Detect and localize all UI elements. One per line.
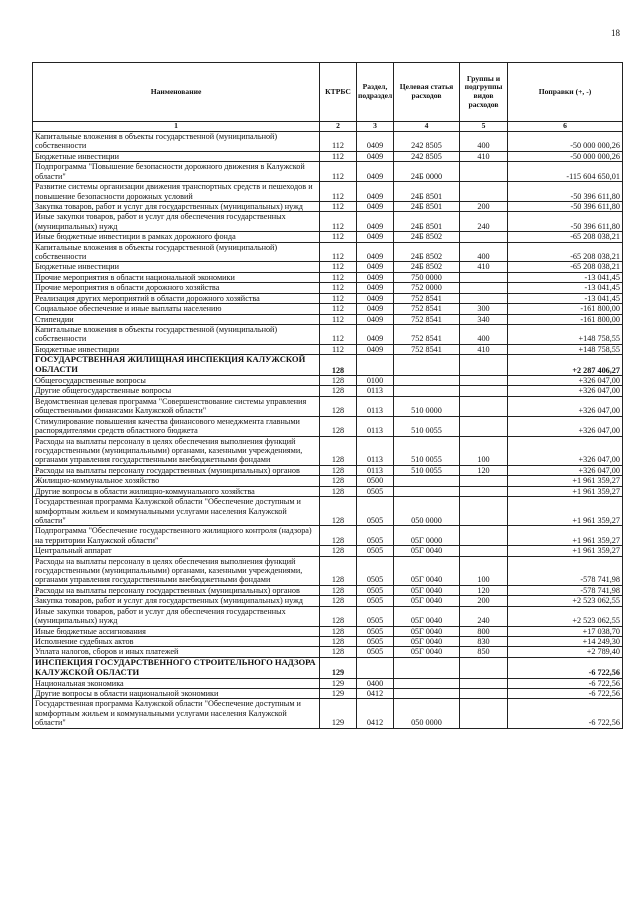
row-target	[394, 476, 460, 486]
row-amendment: +1 961 359,27	[508, 486, 623, 496]
row-target: 24Б 8502	[394, 232, 460, 242]
row-group	[460, 678, 508, 688]
row-name: Расходы на выплаты персоналу государственных (муниципальных) органов	[33, 465, 320, 475]
row-section: 0409	[357, 283, 394, 293]
row-ktrbs: 129	[320, 657, 357, 678]
row-ktrbs: 128	[320, 526, 357, 546]
row-ktrbs: 128	[320, 416, 357, 436]
row-amendment: -50 396 611,80	[508, 201, 623, 211]
table-row	[33, 699, 623, 728]
row-ktrbs: 128	[320, 637, 357, 647]
row-group: 850	[460, 647, 508, 657]
row-amendment: +2 789,40	[508, 647, 623, 657]
row-name: Стипендии	[33, 314, 320, 324]
row-amendment: -50 396 611,80	[508, 182, 623, 202]
row-group: 400	[460, 325, 508, 345]
row-ktrbs: 112	[320, 242, 357, 262]
row-section: 0409	[357, 314, 394, 324]
row-amendment: -65 208 038,21	[508, 262, 623, 272]
table-row	[33, 396, 623, 416]
row-group	[460, 526, 508, 546]
table-row	[33, 283, 623, 293]
row-target: 510 0055	[394, 416, 460, 436]
row-target	[394, 657, 460, 678]
row-amendment: -6 722,56	[508, 657, 623, 678]
row-name: Закупка товаров, работ и услуг для государственных (муниципальных) нужд	[33, 201, 320, 211]
table-row	[33, 606, 623, 626]
row-target: 510 0055	[394, 465, 460, 475]
row-ktrbs: 128	[320, 396, 357, 416]
row-name: Капитальные вложения в объекты государственной (муниципальной) собственности	[33, 325, 320, 345]
row-group	[460, 546, 508, 556]
row-target: 05Г 0040	[394, 556, 460, 585]
budget-table	[32, 62, 623, 729]
row-ktrbs: 128	[320, 585, 357, 595]
row-amendment: +148 758,55	[508, 325, 623, 345]
row-group	[460, 486, 508, 496]
table-row	[33, 314, 623, 324]
row-group	[460, 182, 508, 202]
row-group	[460, 293, 508, 303]
row-amendment: -50 000 000,26	[508, 151, 623, 161]
row-group: 120	[460, 585, 508, 595]
row-target: 752 8541	[394, 304, 460, 314]
row-amendment: -161 800,00	[508, 314, 623, 324]
row-amendment: -13 041,45	[508, 293, 623, 303]
table-row	[33, 182, 623, 202]
row-group	[460, 386, 508, 396]
row-ktrbs: 112	[320, 162, 357, 182]
row-amendment: +326 047,00	[508, 376, 623, 386]
table-row	[33, 596, 623, 606]
row-target	[394, 486, 460, 496]
row-amendment: +14 249,30	[508, 637, 623, 647]
row-target: 510 0055	[394, 436, 460, 465]
header-row	[33, 63, 623, 122]
table-row	[33, 526, 623, 546]
row-name: Другие общегосударственные вопросы	[33, 386, 320, 396]
row-amendment: -578 741,98	[508, 585, 623, 595]
table-row	[33, 637, 623, 647]
table-row	[33, 546, 623, 556]
row-amendment: +1 961 359,27	[508, 546, 623, 556]
row-group: 240	[460, 606, 508, 626]
row-ktrbs: 112	[320, 201, 357, 211]
row-group: 240	[460, 212, 508, 232]
row-section: 0500	[357, 476, 394, 486]
col-number: 6	[508, 122, 623, 132]
row-amendment: +2 287 406,27	[508, 355, 623, 376]
row-ktrbs: 129	[320, 699, 357, 728]
table-row	[33, 201, 623, 211]
header-section: Раздел, подраздел	[357, 63, 394, 122]
table-row	[33, 232, 623, 242]
table-row	[33, 242, 623, 262]
row-ktrbs: 112	[320, 262, 357, 272]
row-ktrbs: 112	[320, 182, 357, 202]
row-ktrbs: 128	[320, 376, 357, 386]
row-target: 24Б 8502	[394, 262, 460, 272]
row-ktrbs: 128	[320, 556, 357, 585]
row-section: 0505	[357, 596, 394, 606]
row-target: 05Г 0040	[394, 606, 460, 626]
col-number: 2	[320, 122, 357, 132]
row-section: 0505	[357, 556, 394, 585]
row-amendment: +2 523 062,55	[508, 596, 623, 606]
row-ktrbs: 128	[320, 386, 357, 396]
row-ktrbs: 128	[320, 465, 357, 475]
row-name: Закупка товаров, работ и услуг для государственных (муниципальных) нужд	[33, 596, 320, 606]
row-group	[460, 416, 508, 436]
row-name: Прочие мероприятия в области дорожного хозяйства	[33, 283, 320, 293]
row-ktrbs: 112	[320, 325, 357, 345]
table-row	[33, 486, 623, 496]
row-amendment: +326 047,00	[508, 396, 623, 416]
row-name: Иные закупки товаров, работ и услуг для обеспечения государственных (муниципальных) нужд	[33, 606, 320, 626]
row-name: Прочие мероприятия в области национальной экономики	[33, 272, 320, 282]
row-target: 05Г 0040	[394, 626, 460, 636]
row-ktrbs: 112	[320, 272, 357, 282]
row-section: 0409	[357, 151, 394, 161]
row-section: 0409	[357, 201, 394, 211]
row-target	[394, 355, 460, 376]
row-target: 05Г 0040	[394, 585, 460, 595]
row-group: 120	[460, 465, 508, 475]
row-name: Общегосударственные вопросы	[33, 376, 320, 386]
row-group: 800	[460, 626, 508, 636]
table-row	[33, 436, 623, 465]
table-row	[33, 678, 623, 688]
row-group: 400	[460, 132, 508, 152]
row-ktrbs: 128	[320, 596, 357, 606]
row-group	[460, 355, 508, 376]
row-group: 200	[460, 201, 508, 211]
header-name: Наименование	[33, 63, 320, 122]
header-amend: Поправки (+, -)	[508, 63, 623, 122]
header-target: Целевая статья расходов	[394, 63, 460, 122]
row-section: 0409	[357, 132, 394, 152]
table-row	[33, 626, 623, 636]
table-row	[33, 272, 623, 282]
row-section: 0409	[357, 232, 394, 242]
row-target: 752 8541	[394, 293, 460, 303]
table-row	[33, 162, 623, 182]
row-target: 752 8541	[394, 325, 460, 345]
row-amendment: -6 722,56	[508, 699, 623, 728]
row-group	[460, 497, 508, 526]
row-ktrbs: 112	[320, 212, 357, 232]
row-ktrbs: 112	[320, 344, 357, 354]
table-row	[33, 497, 623, 526]
row-target: 05Г 0000	[394, 526, 460, 546]
row-section: 0505	[357, 626, 394, 636]
row-section: 0409	[357, 325, 394, 345]
row-amendment: +326 047,00	[508, 386, 623, 396]
row-target: 242 8505	[394, 132, 460, 152]
row-group	[460, 232, 508, 242]
table-row	[33, 556, 623, 585]
row-section: 0505	[357, 486, 394, 496]
table-row	[33, 132, 623, 152]
row-target	[394, 689, 460, 699]
row-group	[460, 657, 508, 678]
row-ktrbs: 128	[320, 606, 357, 626]
row-name: Бюджетные инвестиции	[33, 151, 320, 161]
row-name: Социальное обеспечение и иные выплаты населению	[33, 304, 320, 314]
row-amendment: -578 741,98	[508, 556, 623, 585]
table-row	[33, 355, 623, 376]
row-ktrbs: 112	[320, 283, 357, 293]
row-name: Капитальные вложения в объекты государственной (муниципальной) собственности	[33, 132, 320, 152]
row-target: 24Б 0000	[394, 162, 460, 182]
row-section: 0400	[357, 678, 394, 688]
table-row	[33, 585, 623, 595]
col-number: 4	[394, 122, 460, 132]
row-ktrbs: 128	[320, 546, 357, 556]
row-group: 830	[460, 637, 508, 647]
row-name: Иные бюджетные ассигнования	[33, 626, 320, 636]
row-name: Государственная программа Калужской области "Обеспечение доступным и комфортным жильем и коммунальными услугами населения Калужской области"	[33, 497, 320, 526]
row-amendment: -161 800,00	[508, 304, 623, 314]
row-target	[394, 678, 460, 688]
table-row	[33, 325, 623, 345]
row-name: Расходы на выплаты персоналу в целях обеспечения выполнения функций государственными (муниципальными) органами, казенными учреждениями, органами управления государственными внебюджетными фондами	[33, 436, 320, 465]
row-amendment: +326 047,00	[508, 465, 623, 475]
row-ktrbs: 129	[320, 678, 357, 688]
row-target	[394, 386, 460, 396]
row-ktrbs: 128	[320, 486, 357, 496]
row-group: 200	[460, 596, 508, 606]
table-row	[33, 465, 623, 475]
row-ktrbs: 128	[320, 626, 357, 636]
row-ktrbs: 128	[320, 476, 357, 486]
row-name: Жилищно-коммунальное хозяйство	[33, 476, 320, 486]
table-row	[33, 212, 623, 232]
row-section: 0412	[357, 699, 394, 728]
row-name: Уплата налогов, сборов и иных платежей	[33, 647, 320, 657]
row-name: Реализация других мероприятий в области дорожного хозяйства	[33, 293, 320, 303]
row-ktrbs: 112	[320, 132, 357, 152]
row-name: ИНСПЕКЦИЯ ГОСУДАРСТВЕННОГО СТРОИТЕЛЬНОГО НАДЗОРА КАЛУЖСКОЙ ОБЛАСТИ	[33, 657, 320, 678]
row-ktrbs: 112	[320, 151, 357, 161]
row-name: Подпрограмма "Обеспечение государственного жилищного контроля (надзора) на территории Калужской области"	[33, 526, 320, 546]
table-row	[33, 416, 623, 436]
row-section: 0409	[357, 182, 394, 202]
row-name: Иные бюджетные инвестиции в рамках дорожного фонда	[33, 232, 320, 242]
row-name: Бюджетные инвестиции	[33, 262, 320, 272]
row-ktrbs: 128	[320, 497, 357, 526]
row-ktrbs: 112	[320, 314, 357, 324]
row-amendment: +17 038,70	[508, 626, 623, 636]
row-group: 410	[460, 262, 508, 272]
row-target: 050 0000	[394, 497, 460, 526]
row-name: ГОСУДАРСТВЕННАЯ ЖИЛИЩНАЯ ИНСПЕКЦИЯ КАЛУЖСКОЙ ОБЛАСТИ	[33, 355, 320, 376]
row-target: 050 0000	[394, 699, 460, 728]
row-group	[460, 476, 508, 486]
header-ktrbs: КТРБС	[320, 63, 357, 122]
row-target: 750 0000	[394, 272, 460, 282]
table-row	[33, 344, 623, 354]
row-amendment: -6 722,56	[508, 678, 623, 688]
table-row	[33, 293, 623, 303]
row-section: 0100	[357, 376, 394, 386]
row-ktrbs: 128	[320, 436, 357, 465]
row-group	[460, 162, 508, 182]
row-group: 400	[460, 242, 508, 262]
row-section: 0113	[357, 436, 394, 465]
row-name: Другие вопросы в области жилищно-коммунального хозяйства	[33, 486, 320, 496]
row-group: 300	[460, 304, 508, 314]
table-row	[33, 657, 623, 678]
row-amendment: +148 758,55	[508, 344, 623, 354]
row-ktrbs: 112	[320, 232, 357, 242]
row-amendment: -6 722,56	[508, 689, 623, 699]
row-group	[460, 689, 508, 699]
table-row	[33, 376, 623, 386]
row-amendment: -50 396 611,80	[508, 212, 623, 232]
row-target: 24Б 8502	[394, 242, 460, 262]
table-row	[33, 304, 623, 314]
row-target: 05Г 0040	[394, 637, 460, 647]
row-amendment: +1 961 359,27	[508, 526, 623, 546]
row-section: 0505	[357, 497, 394, 526]
row-section: 0113	[357, 416, 394, 436]
row-section: 0113	[357, 386, 394, 396]
row-group	[460, 272, 508, 282]
row-target: 24Б 8501	[394, 201, 460, 211]
row-section: 0505	[357, 526, 394, 546]
row-target: 510 0000	[394, 396, 460, 416]
row-section: 0409	[357, 162, 394, 182]
row-ktrbs: 129	[320, 689, 357, 699]
row-ktrbs: 128	[320, 355, 357, 376]
table-row	[33, 689, 623, 699]
row-amendment: +326 047,00	[508, 436, 623, 465]
row-amendment: -115 604 650,01	[508, 162, 623, 182]
row-section: 0409	[357, 262, 394, 272]
row-target: 752 8541	[394, 314, 460, 324]
row-name: Другие вопросы в области национальной экономики	[33, 689, 320, 699]
row-name: Иные закупки товаров, работ и услуг для обеспечения государственных (муниципальных) нужд	[33, 212, 320, 232]
col-number: 1	[33, 122, 320, 132]
row-amendment: -50 000 000,26	[508, 132, 623, 152]
row-name: Капитальные вложения в объекты государственной (муниципальной) собственности	[33, 242, 320, 262]
row-section: 0409	[357, 212, 394, 232]
row-group: 410	[460, 151, 508, 161]
row-amendment: +1 961 359,27	[508, 476, 623, 486]
row-group	[460, 283, 508, 293]
row-ktrbs: 128	[320, 647, 357, 657]
col-number: 5	[460, 122, 508, 132]
row-name: Расходы на выплаты персоналу в целях обеспечения выполнения функций государственными (муниципальными) органами, казенными учреждениями, органами управления государственными внебюджетными фондами	[33, 556, 320, 585]
row-section: 0113	[357, 465, 394, 475]
table-row	[33, 476, 623, 486]
table-row	[33, 262, 623, 272]
row-ktrbs: 112	[320, 304, 357, 314]
row-amendment: -65 208 038,21	[508, 232, 623, 242]
row-name: Развитие системы организации движения транспортных средств и пешеходов и повышение безопасности дорожных условий	[33, 182, 320, 202]
row-target: 05Г 0040	[394, 596, 460, 606]
row-section: 0505	[357, 647, 394, 657]
row-section: 0113	[357, 396, 394, 416]
header-groups: Группы и подгруппы видов расходов	[460, 63, 508, 122]
row-section: 0505	[357, 637, 394, 647]
column-number-row	[33, 122, 623, 132]
row-name: Национальная экономика	[33, 678, 320, 688]
row-section: 0409	[357, 293, 394, 303]
row-target: 24Б 8501	[394, 212, 460, 232]
table-row	[33, 647, 623, 657]
page-number: 18	[611, 28, 620, 38]
row-amendment: +2 523 062,55	[508, 606, 623, 626]
row-name: Центральный аппарат	[33, 546, 320, 556]
row-section: 0409	[357, 304, 394, 314]
row-group: 340	[460, 314, 508, 324]
row-name: Ведомственная целевая программа "Совершенствование системы управления общественными финансами Калужской области"	[33, 396, 320, 416]
table-row	[33, 386, 623, 396]
row-name: Подпрограмма "Повышение безопасности дорожного движения в Калужской области"	[33, 162, 320, 182]
row-target: 05Г 0040	[394, 546, 460, 556]
row-group: 410	[460, 344, 508, 354]
row-ktrbs: 112	[320, 293, 357, 303]
row-section: 0505	[357, 585, 394, 595]
row-group	[460, 396, 508, 416]
row-target: 05Г 0040	[394, 647, 460, 657]
row-target	[394, 376, 460, 386]
row-section: 0409	[357, 242, 394, 262]
row-amendment: +1 961 359,27	[508, 497, 623, 526]
row-group: 100	[460, 556, 508, 585]
row-name: Бюджетные инвестиции	[33, 344, 320, 354]
row-amendment: +326 047,00	[508, 416, 623, 436]
row-name: Исполнение судебных актов	[33, 637, 320, 647]
row-amendment: -65 208 038,21	[508, 242, 623, 262]
row-section: 0409	[357, 344, 394, 354]
row-group	[460, 376, 508, 386]
row-name: Государственная программа Калужской области "Обеспечение доступным и комфортным жильем и коммунальными услугами населения Калужской области"	[33, 699, 320, 728]
row-target: 24Б 8501	[394, 182, 460, 202]
row-group: 100	[460, 436, 508, 465]
row-name: Расходы на выплаты персоналу государственных (муниципальных) органов	[33, 585, 320, 595]
row-amendment: -13 041,45	[508, 272, 623, 282]
row-target: 242 8505	[394, 151, 460, 161]
table-row	[33, 151, 623, 161]
row-name: Стимулирование повышения качества финансового менеджмента главными распорядителями средств областного бюджета	[33, 416, 320, 436]
row-section: 0412	[357, 689, 394, 699]
row-section	[357, 355, 394, 376]
col-number: 3	[357, 122, 394, 132]
row-amendment: -13 041,45	[508, 283, 623, 293]
row-target: 752 0000	[394, 283, 460, 293]
row-section: 0505	[357, 606, 394, 626]
row-group	[460, 699, 508, 728]
row-section: 0409	[357, 272, 394, 282]
row-section	[357, 657, 394, 678]
row-section: 0505	[357, 546, 394, 556]
row-target: 752 8541	[394, 344, 460, 354]
